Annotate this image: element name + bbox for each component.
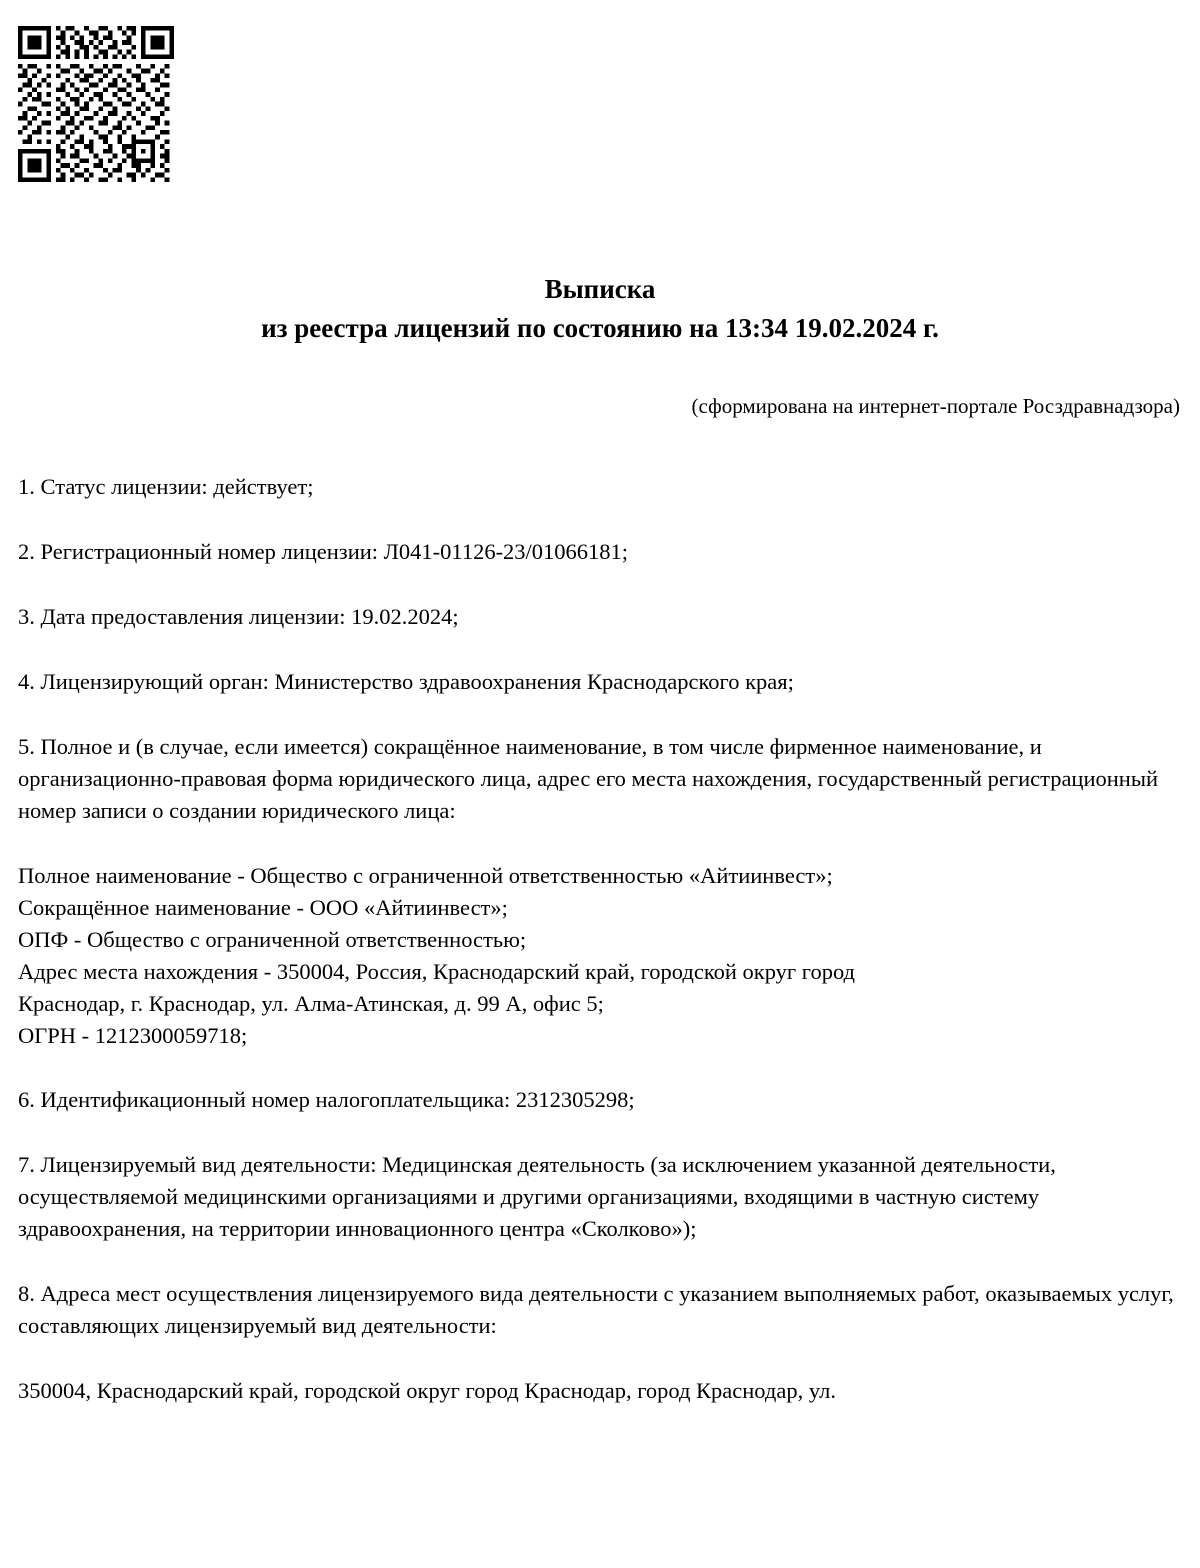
item-licensing-authority: 4. Лицензирующий орган: Министерство здравоохранения Краснодарского края; [18,669,794,695]
item-inn: 6. Идентификационный номер налогоплательщика: 2312305298; [18,1087,635,1113]
entity-address-line-1: Адрес места нахождения - 350004, Россия, Краснодарский край, городской округ город [18,958,855,984]
item-issue-date: 3. Дата предоставления лицензии: 19.02.2024; [18,604,459,630]
title-line-2: из реестра лицензий по состоянию на 13:34 19.02.2024 г. [261,313,939,344]
item-licensed-activity: 7. Лицензируемый вид деятельности: Медицинская деятельность (за исключением указанной деятельности, осуществляемой медицинскими организациями и другими организациями, входящими в частную систему здравоохранения, на территории инновационного центра «Сколково»); [18,1152,1056,1242]
qr-code-icon [18,26,174,182]
entity-short-name: Сокращённое наименование - ООО «Айтиинвест»; [18,894,508,920]
entity-details-block [18,860,1182,1052]
entity-ogrn: ОГРН - 1212300059718; [18,1022,248,1048]
entity-full-name: Полное наименование - Общество с ограниченной ответственностью «Айтиинвест»; [18,862,833,888]
entity-address-line-2: Краснодар, г. Краснодар, ул. Алма-Атинская, д. 99 А, офис 5; [18,990,604,1016]
document-content [18,270,1182,1407]
entity-legal-form: ОПФ - Общество с ограниченной ответственностью; [18,926,527,952]
document-body [18,471,1182,1407]
document-subtitle: (сформирована на интернет-портале Росздравнадзора) [691,394,1180,419]
page-title [18,270,1182,348]
item-entity-names-heading: 5. Полное и (в случае, если имеется) сокращённое наименование, в том числе фирменное наименование, и организационно-правовая форма юридического лица, адрес его места нахождения, государственный регистрационный номер записи о создании юридического лица: [18,734,1159,823]
title-line-1: Выписка [544,274,656,304]
item-activity-addresses-heading: 8. Адреса мест осуществления лицензируемого вида деятельности с указанием выполняемых работ, оказываемых услуг, составляющих лицензируемый вид деятельности: [18,1281,1174,1339]
item-activity-address-first: 350004, Краснодарский край, городской округ город Краснодар, город Краснодар, ул. [18,1378,836,1404]
item-registration-number: 2. Регистрационный номер лицензии: Л041-01126-23/01066181; [18,539,629,565]
item-status: 1. Статус лицензии: действует; [18,474,314,500]
